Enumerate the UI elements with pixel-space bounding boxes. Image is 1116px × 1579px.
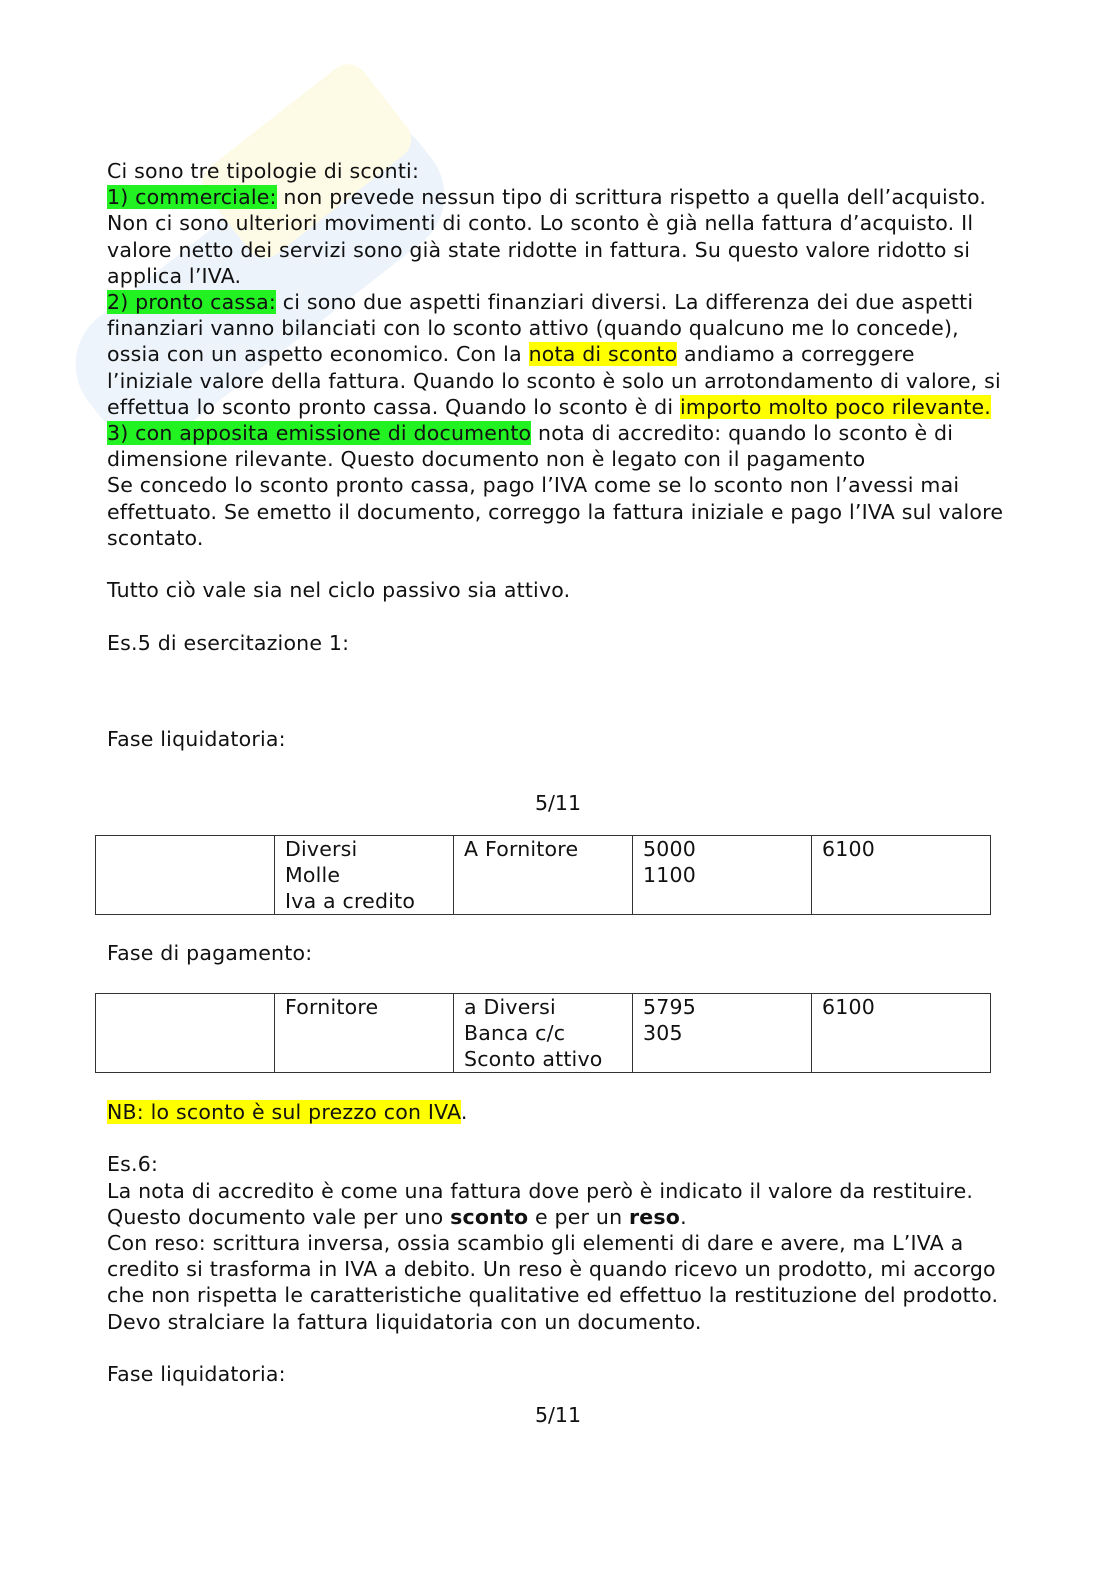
nota-bold-sconto: sconto (450, 1204, 529, 1229)
nota-text-b: e per un (528, 1204, 629, 1229)
table-cell-empty (96, 994, 275, 1073)
journal-entry-table-2 (95, 993, 991, 1073)
dare-iva-credito: Iva a credito (285, 889, 416, 913)
avere-sconto-attivo: Sconto attivo (464, 1047, 603, 1071)
nota-text-a: La nota di accredito è come una fattura dove però è indicato il valore da restituire. Questo documento vale per uno (107, 1178, 974, 1229)
es5-heading: Es.5 di esercitazione 1: (107, 630, 350, 655)
table-cell-total (812, 994, 991, 1073)
dare-diversi: Diversi (285, 837, 358, 861)
nota-bold-reso: reso (628, 1204, 681, 1229)
text-commerciale: non prevede nessun tipo di scrittura rispetto a quella dell’acquisto. Non ci sono ulteriori movimenti di conto. Lo sconto è già nella fattura d’acquisto. Il valore netto dei servizi sono già state ridotte in fattura. Su questo valore ridotto si applica l’IVA. (107, 185, 987, 288)
table-cell-dare (275, 994, 454, 1073)
nb-period: . (460, 1100, 468, 1124)
total-amount: 6100 (822, 995, 875, 1019)
table-cell-avere (454, 836, 633, 915)
amount-molle: 5000 (643, 837, 696, 861)
text-pronto-cassa-b: andiamo a correggere l’iniziale valore della fattura. Quando lo sconto è solo un arrotondamento di valore, si effettua lo sconto pronto cassa. Quando lo sconto è di (107, 342, 1001, 419)
nb-highlight: NB: lo sconto è sul prezzo con IVA (107, 1100, 461, 1124)
table-row (96, 994, 991, 1073)
total-amount: 6100 (822, 837, 875, 861)
highlight-importo: importo molto poco rilevante. (680, 394, 992, 419)
date-label-1: 5/11 (534, 791, 582, 815)
fase-liquidatoria-heading: Fase liquidatoria: (107, 726, 286, 751)
fase-pagamento-heading: Fase di pagamento: (107, 941, 313, 965)
fase-pagamento-block (107, 940, 1007, 966)
para-ciclo: Tutto ciò vale sia nel ciclo passivo sia attivo. (107, 578, 571, 603)
label-pronto-cassa: 2) pronto cassa: (107, 290, 277, 315)
document-body (107, 158, 1007, 752)
table-cell-empty (96, 836, 275, 915)
para-reso: Con reso: scrittura inversa, ossia scambio gli elementi di dare e avere, ma L’IVA a credito si trasforma in IVA a debito. Un reso è quando ricevo un prodotto, mi accorgo che non rispetta le caratteristiche qualitative ed effettuo la restituzione del prodotto. Devo stralciare la fattura liquidatoria con un documento. (107, 1231, 999, 1334)
para-nota-accredito (107, 1178, 1007, 1230)
text-documento: nota di accredito: quando lo sconto è di dimensione rilevante. Questo documento non è legato con il pagamento (107, 421, 954, 472)
table-cell-amounts (633, 994, 812, 1073)
table-cell-amounts (633, 836, 812, 915)
amount-iva: 1100 (643, 863, 696, 887)
avere-fornitore: A Fornitore (464, 837, 579, 861)
para-iva: Se concedo lo sconto pronto cassa, pago l’IVA come se lo sconto non l’avessi mai effettuato. Se emetto il documento, correggo la fattura iniziale e pago l’IVA sul valore scontato. (107, 473, 1004, 550)
date-label-2: 5/11 (534, 1403, 582, 1427)
fase-liquidatoria-heading-2: Fase liquidatoria: (107, 1362, 286, 1386)
label-commerciale: 1) commerciale: (107, 185, 277, 210)
intro-text: Ci sono tre tipologie di sconti: (107, 159, 420, 183)
table-row (96, 836, 991, 915)
text-pronto-cassa-a: ci sono due aspetti finanziari diversi. La differenza dei due aspetti finanziari vanno bilanciati con lo sconto attivo (quando qualcuno me lo concede), ossia con un aspetto economico. Con la (107, 290, 974, 367)
lower-body (107, 1099, 1007, 1387)
es6-heading: Es.6: (107, 1152, 159, 1177)
amount-sconto: 305 (643, 1021, 683, 1045)
item-commerciale (107, 184, 1007, 289)
nb-note (107, 1099, 1007, 1125)
amount-banca: 5795 (643, 995, 696, 1019)
label-documento: 3) con apposita emissione di documento (107, 421, 532, 446)
nota-text-c: . (680, 1204, 687, 1229)
item-documento (107, 420, 1007, 472)
dare-fornitore: Fornitore (285, 995, 379, 1019)
dare-molle: Molle (285, 863, 341, 887)
avere-banca: Banca c/c (464, 1021, 566, 1045)
item-pronto-cassa (107, 289, 1007, 420)
avere-diversi: a Diversi (464, 995, 556, 1019)
journal-entry-table-1 (95, 835, 991, 915)
table-cell-total (812, 836, 991, 915)
table-cell-avere (454, 994, 633, 1073)
highlight-nota-di-sconto: nota di sconto (528, 342, 678, 367)
table-cell-dare (275, 836, 454, 915)
